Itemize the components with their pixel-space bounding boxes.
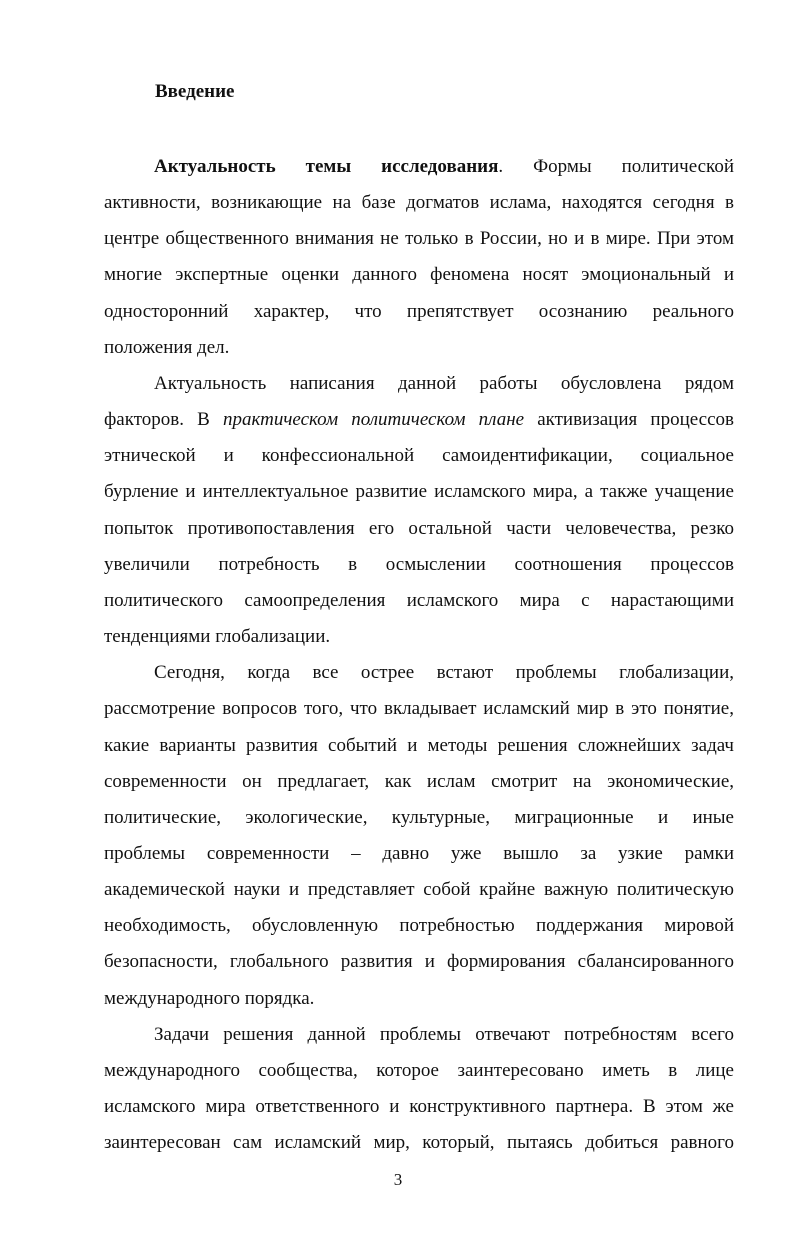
text-line: исламского мира ответственного и конструктивного партнера. В этом же: [104, 1096, 734, 1118]
text-line: увеличили потребность в осмыслении соотношения процессов: [104, 553, 734, 575]
section-heading: Введение: [155, 81, 235, 102]
text-line: академической науки и представляет собой крайне важную политическую: [104, 879, 734, 901]
text-line: тенденциями глобализации.: [104, 626, 331, 648]
text-line: международного порядка.: [104, 987, 315, 1009]
text-line: необходимость, обусловленную потребностью поддержания мировой: [104, 915, 734, 937]
text-line: проблемы современности – давно уже вышло за узкие рамки: [104, 842, 734, 864]
text-line: попыток противопоставления его остальной части человечества, резко: [104, 517, 734, 539]
page-number: 3: [393, 1170, 403, 1189]
bold-term: Актуальность: [154, 156, 276, 177]
text-line: односторонний характер, что препятствует осознанию реального: [104, 300, 734, 322]
text-line: современности он предлагает, как ислам смотрит на экономические,: [104, 770, 734, 792]
text-line: многие экспертные оценки данного феномена носят эмоциональный и: [104, 264, 734, 286]
text-line: бурление и интеллектуальное развитие исламского мира, а также учащение: [104, 481, 734, 503]
text-line: [104, 149, 734, 185]
bold-term: исследования.: [381, 156, 504, 177]
text-line: международного сообщества, которое заинтересовано иметь в лице: [104, 1059, 734, 1081]
text-line: Сегодня, когда все острее встают проблемы глобализации,: [154, 662, 734, 684]
text-line: положения дел.: [104, 336, 230, 358]
italic-phrase: практическом политическом плане: [222, 409, 525, 431]
text-line: активности, возникающие на базе догматов ислама, находятся сегодня в: [104, 192, 734, 214]
bold-term: темы: [305, 156, 352, 177]
text-word: политической: [621, 156, 734, 177]
text-line: заинтересован сам исламский мир, который, пытаясь добиться равного: [104, 1132, 734, 1154]
text-line: рассмотрение вопросов того, что вкладывает исламский мир в это понятие,: [104, 698, 734, 720]
text-line: политического самоопределения исламского мира с нарастающими: [104, 589, 734, 611]
text-line: факторов. В практическом политическом плане активизация процессов: [104, 409, 734, 431]
text-line: безопасности, глобального развития и формирования сбалансированного: [104, 951, 734, 973]
text-line: Задачи решения данной проблемы отвечают потребностям всего: [154, 1023, 734, 1045]
text-line: этнической и конфессиональной самоидентификации, социальное: [104, 445, 734, 467]
text-line: Актуальность написания данной работы обусловлена рядом: [154, 372, 734, 394]
text-line: политические, экологические, культурные, миграционные и иные: [104, 806, 734, 828]
text-line: какие варианты развития событий и методы решения сложнейших задач: [104, 734, 734, 756]
text-line: центре общественного внимания не только в России, но и в мире. При этом: [104, 228, 734, 250]
text-word: Формы: [533, 156, 592, 177]
body-text: [104, 149, 734, 1161]
